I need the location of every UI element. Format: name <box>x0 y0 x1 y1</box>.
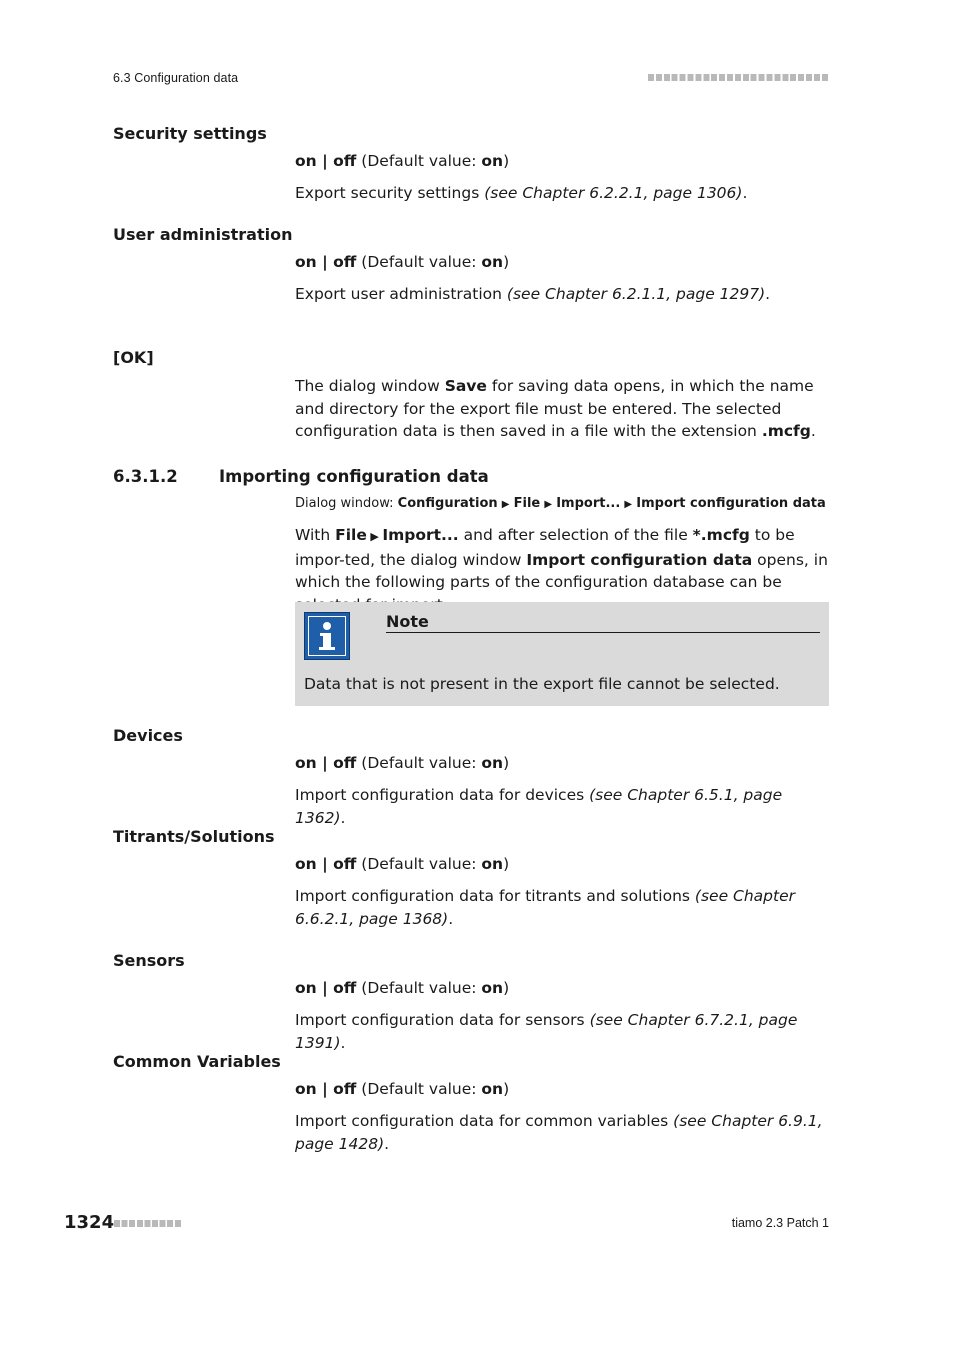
arrow-right-icon: ▶ <box>624 499 633 510</box>
param-values-devices: on | off (Default value: on) <box>295 754 510 772</box>
param-title-security-settings: Security settings <box>113 124 267 143</box>
page-number: 1324 <box>64 1212 115 1233</box>
param-values-common-variables: on | off (Default value: on) <box>295 1080 510 1098</box>
section-number: 6.3.1.2 <box>113 467 178 486</box>
arrow-right-icon: ▶ <box>544 499 553 510</box>
ok-description: The dialog window Save for saving data opens, in which the name and directory for the export file must be entered. The selected configuration data is then saved in a file with the extension .mcfg. <box>295 377 816 440</box>
param-desc-devices: Import configuration data for devices (see Chapter 6.5.1, page 1362). <box>295 786 783 827</box>
param-desc-security-settings: Export security settings (see Chapter 6.2.2.1, page 1306). <box>295 184 748 202</box>
section-title: Importing configuration data <box>219 467 489 486</box>
param-values-sensors: on | off (Default value: on) <box>295 979 510 997</box>
footer-decoration-dots <box>114 1220 182 1227</box>
note-text: Data that is not present in the export file cannot be selected. <box>304 675 780 693</box>
info-icon <box>304 612 350 660</box>
param-desc-user-administration: Export user administration (see Chapter 6.2.1.1, page 1297). <box>295 285 771 303</box>
chapter-reference-link[interactable]: (see Chapter 6.7.2.1, page 1391) <box>295 1011 798 1052</box>
chapter-reference-link[interactable]: (see Chapter 6.6.2.1, page 1368) <box>295 887 795 928</box>
header-decoration-dots <box>648 74 829 81</box>
note-title: Note <box>386 612 429 631</box>
param-title-ok: [OK] <box>113 348 154 367</box>
param-desc-titrants-solutions: Import configuration data for titrants and solutions (see Chapter 6.6.2.1, page 1368). <box>295 887 795 928</box>
param-values-titrants-solutions: on | off (Default value: on) <box>295 855 510 873</box>
chapter-reference-link[interactable]: (see Chapter 6.2.1.1, page 1297) <box>506 285 766 303</box>
chapter-reference-link[interactable]: (see Chapter 6.9.1, page 1428) <box>295 1112 823 1153</box>
param-title-titrants-solutions: Titrants/Solutions <box>113 827 275 846</box>
param-title-devices: Devices <box>113 726 183 745</box>
dialog-window-path: Dialog window: Configuration ▶ File ▶ Import... ▶ Import configuration data <box>295 496 826 511</box>
param-desc-sensors: Import configuration data for sensors (see Chapter 6.7.2.1, page 1391). <box>295 1011 798 1052</box>
chapter-reference-link[interactable]: (see Chapter 6.2.2.1, page 1306) <box>484 184 743 202</box>
running-header-section: 6.3 Configuration data <box>113 71 239 85</box>
param-values-security-settings: on | off (Default value: on) <box>295 152 510 170</box>
note-divider <box>386 632 820 633</box>
chapter-reference-link[interactable]: (see Chapter 6.5.1, page 1362) <box>295 786 783 827</box>
param-values-user-administration: on | off (Default value: on) <box>295 253 510 271</box>
param-desc-common-variables: Import configuration data for common variables (see Chapter 6.9.1, page 1428). <box>295 1112 823 1153</box>
product-name: tiamo 2.3 Patch 1 <box>731 1216 829 1230</box>
section-intro: With File ▶ Import... and after selection of the file *.mcfg to be impor-ted, the dialog window Import configuration data opens, in which the following parts of the configuration database can be <box>295 526 828 591</box>
param-title-user-administration: User administration <box>113 225 293 244</box>
arrow-right-icon: ▶ <box>501 499 510 510</box>
param-title-sensors: Sensors <box>113 951 185 970</box>
param-title-common-variables: Common Variables <box>113 1052 281 1071</box>
